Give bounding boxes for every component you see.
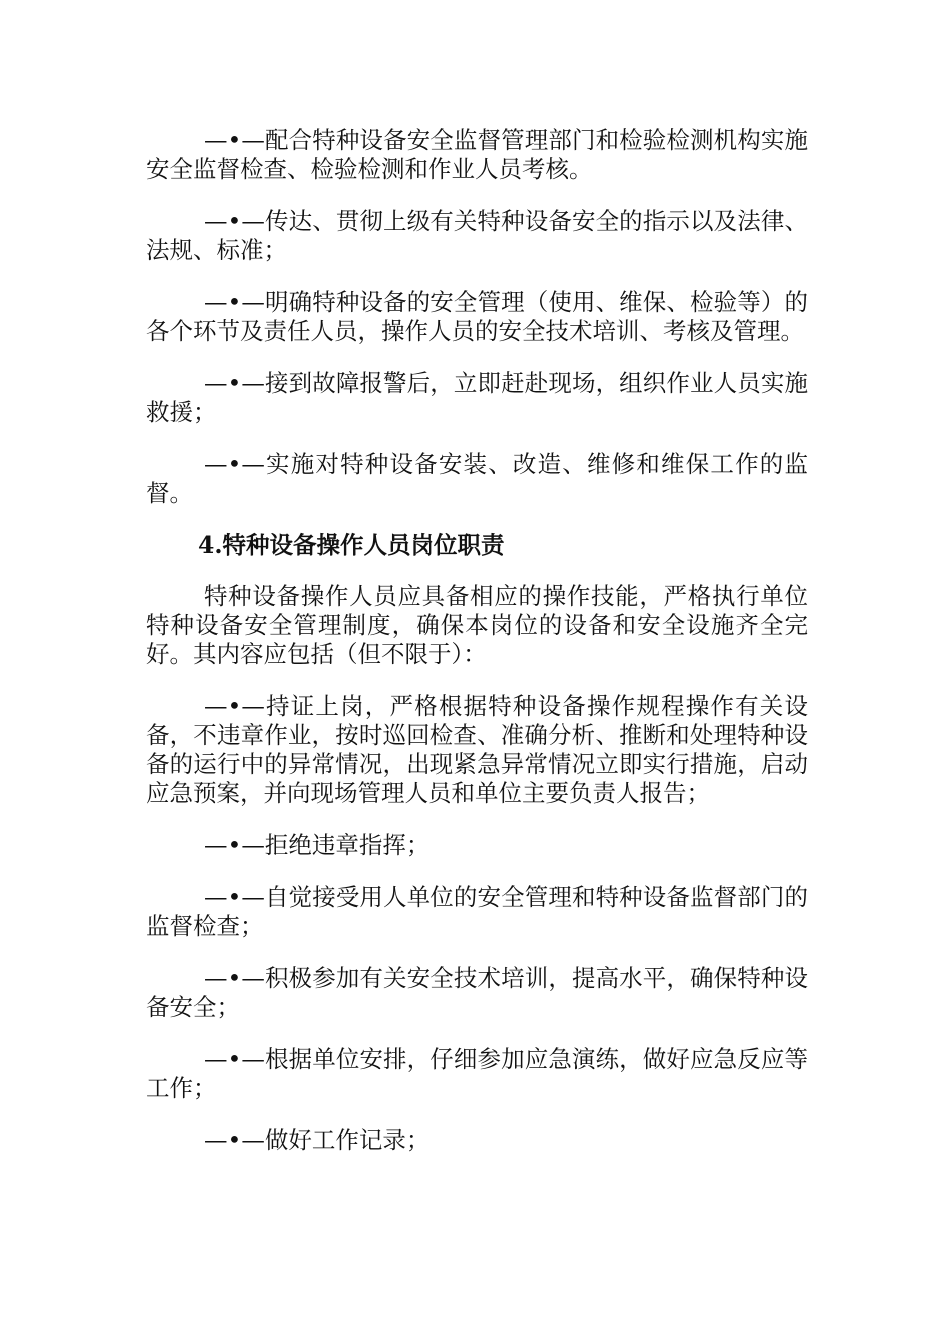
list-item: —•—明确特种设备的安全管理（使用、维保、检验等）的各个环节及责任人员，操作人员的安全技术培训、考核及管理。 xyxy=(146,288,808,345)
list-item: —•—持证上岗，严格根据特种设备操作规程操作有关设备，不违章作业，按时巡回检查、准确分析、推断和处理特种设备的运行中的异常情况，出现紧急异常情况立即实行措施，启动应急预案，并向现场管理人员和单位主要负责人报告； xyxy=(146,692,808,807)
list-item: —•—根据单位安排，仔细参加应急演练，做好应急反应等工作； xyxy=(146,1045,808,1102)
list-item: —•—做好工作记录； xyxy=(204,1126,430,1154)
list-item: —•—积极参加有关安全技术培训，提高水平，确保特种设备安全； xyxy=(146,964,808,1021)
list-item: —•—实施对特种设备安装、改造、维修和维保工作的监督。 xyxy=(146,450,808,507)
list-item: —•—接到故障报警后，立即赶赴现场，组织作业人员实施救援； xyxy=(146,369,808,426)
list-item: —•—配合特种设备安全监督管理部门和检验检测机构实施安全监督检查、检验检测和作业人员考核。 xyxy=(146,126,808,183)
list-item: —•—传达、贯彻上级有关特种设备安全的指示以及法律、法规、标准； xyxy=(146,207,808,264)
list-item: —•—拒绝违章指挥； xyxy=(204,831,430,859)
section-heading: 4.特种设备操作人员岗位职责 xyxy=(198,531,505,559)
document-body xyxy=(146,126,808,1178)
intro-paragraph: 特种设备操作人员应具备相应的操作技能，严格执行单位特种设备安全管理制度，确保本岗位的设备和安全设施齐全完好。其内容应包括（但不限于）： xyxy=(146,582,808,668)
list-item: —•—自觉接受用人单位的安全管理和特种设备监督部门的监督检查； xyxy=(146,883,808,940)
